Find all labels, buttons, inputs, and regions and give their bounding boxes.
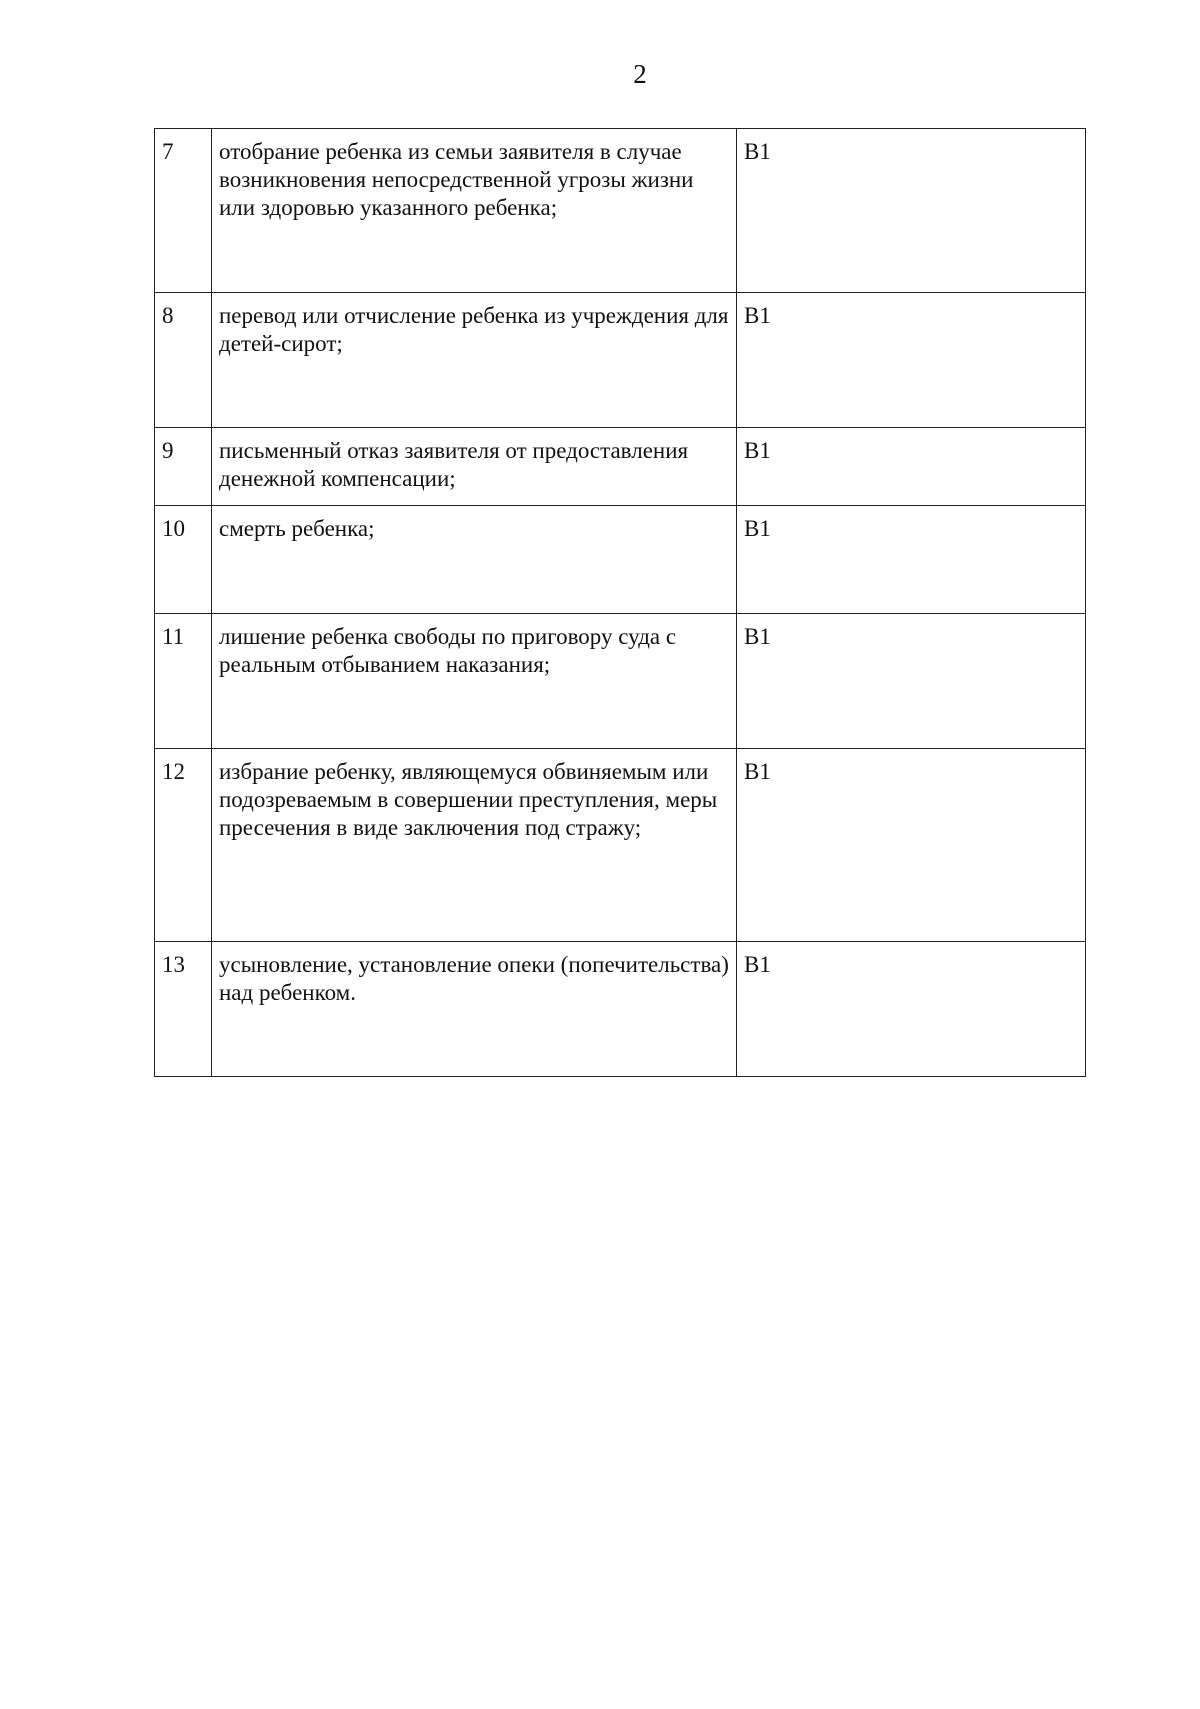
row-number-cell: 10 <box>155 506 212 614</box>
row-text-cell: избрание ребенку, являющемуся обвиняемым или подозреваемым в совершении преступления, меры пресечения в виде заключения под стражу; <box>212 749 737 942</box>
page-number: 2 <box>633 59 647 89</box>
row-number-cell: 9 <box>155 428 212 506</box>
row-code-cell: В1 <box>737 293 1086 428</box>
row-text-cell: усыновление, установление опеки (попечительства) над ребенком. <box>212 942 737 1077</box>
row-number-cell: 8 <box>155 293 212 428</box>
table-row <box>155 614 1086 749</box>
row-number-cell: 7 <box>155 129 212 293</box>
row-text-cell: смерть ребенка; <box>212 506 737 614</box>
table-row <box>155 506 1086 614</box>
row-number-cell: 13 <box>155 942 212 1077</box>
table-row <box>155 749 1086 942</box>
row-code-cell: В1 <box>737 428 1086 506</box>
row-text-cell: письменный отказ заявителя от предоставления денежной компенсации; <box>212 428 737 506</box>
table-row <box>155 428 1086 506</box>
row-code-cell: В1 <box>737 129 1086 293</box>
row-text-cell: отобрание ребенка из семьи заявителя в случае возникновения непосредственной угрозы жизни или здоровью указанного ребенка; <box>212 129 737 293</box>
table-row <box>155 293 1086 428</box>
row-number-cell: 12 <box>155 749 212 942</box>
row-code-cell: В1 <box>737 614 1086 749</box>
row-text-cell: лишение ребенка свободы по приговору суда с реальным отбыванием наказания; <box>212 614 737 749</box>
table-row <box>155 129 1086 293</box>
row-code-cell: В1 <box>737 942 1086 1077</box>
row-text-cell: перевод или отчисление ребенка из учреждения для детей-сирот; <box>212 293 737 428</box>
row-code-cell: В1 <box>737 749 1086 942</box>
document-table <box>154 128 1086 1077</box>
row-number-cell: 11 <box>155 614 212 749</box>
row-code-cell: В1 <box>737 506 1086 614</box>
table-row <box>155 942 1086 1077</box>
